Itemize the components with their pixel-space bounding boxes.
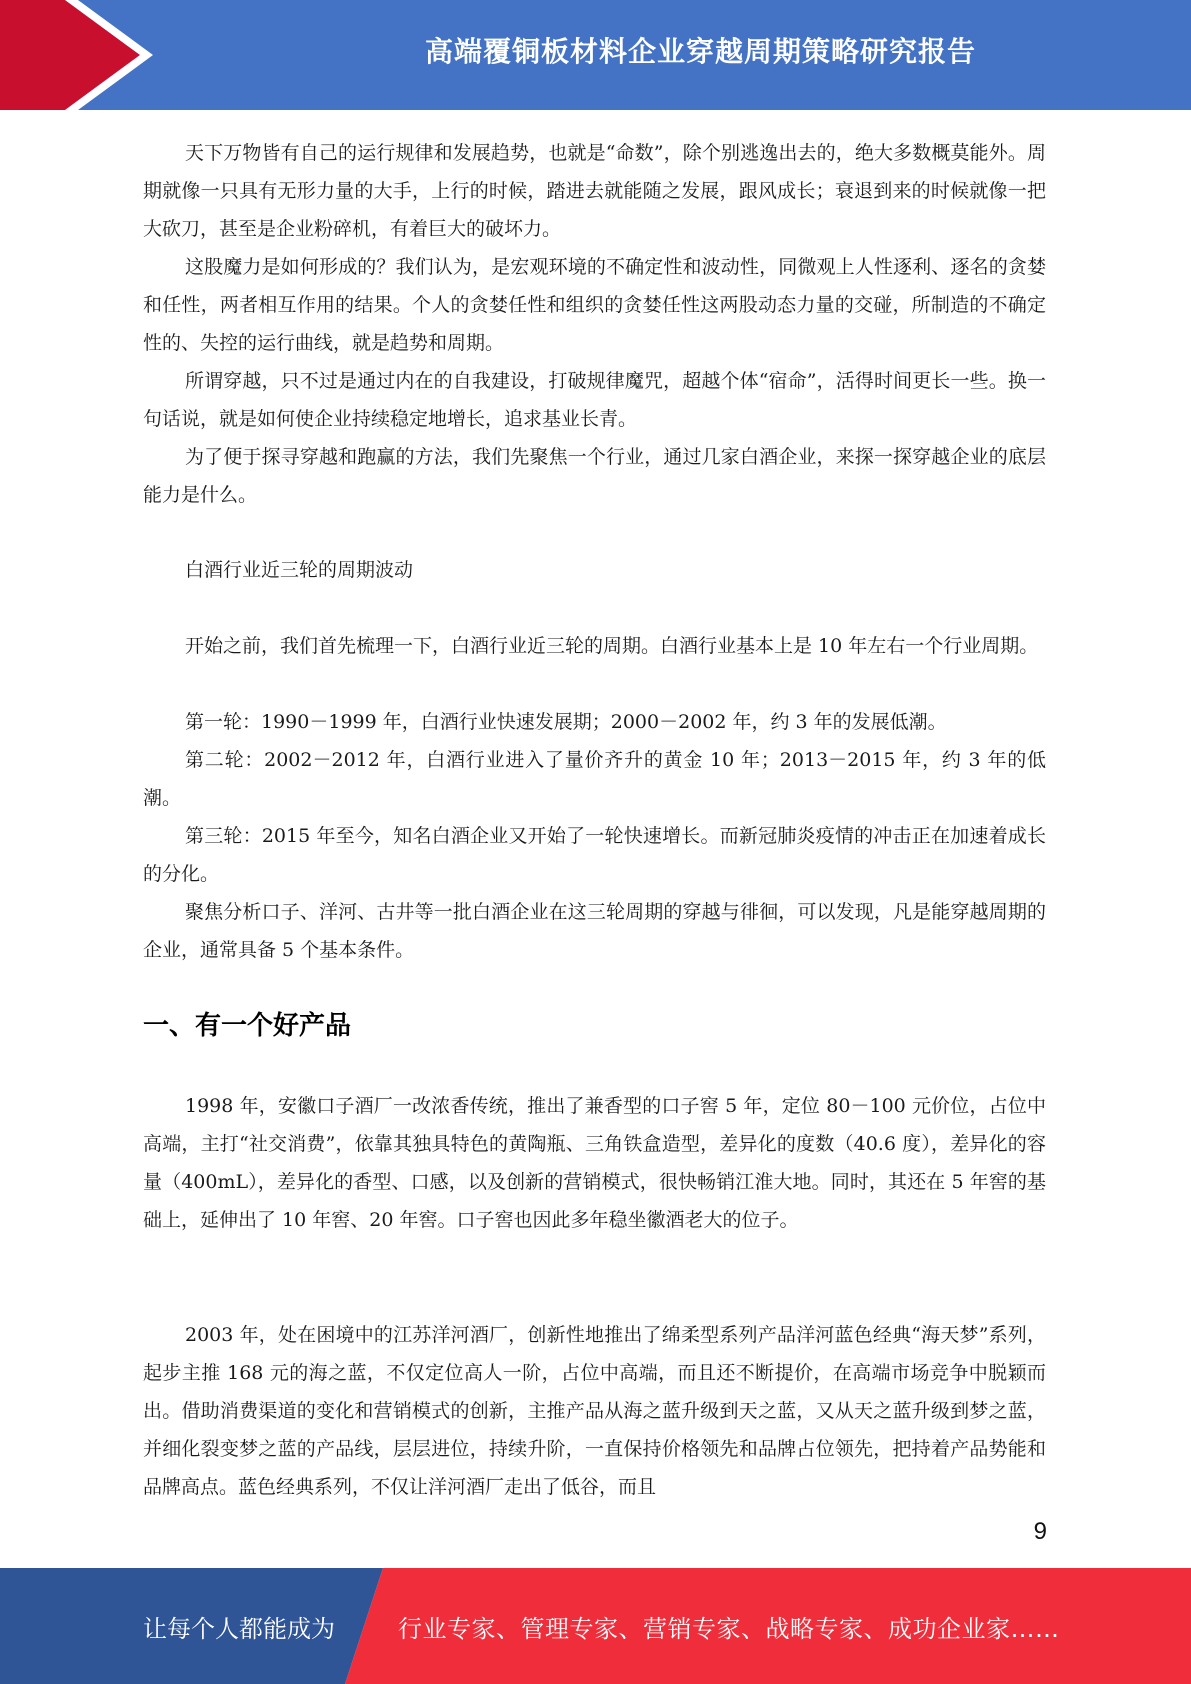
product-paragraph-1: 1998 年，安徽口子酒厂一改浓香传统，推出了兼香型的口子窖 5 年，定位 80－100 元价位，占位中高端，主打“社交消费”，依靠其独具特色的黄陶瓶、三角铁盒造型，差异化的度数（40.6 度），差异化的容量（400mL），差异化的香型、口感，以及创新的营销模式，很快畅销江淮大地。同时，其还在 5 年窖的基础上，延伸出了 10 年窖、20 年窖。口子窖也因此多年稳坐徽酒老大的位子。 [143, 1095, 1046, 1231]
header-band [0, 0, 1191, 110]
report-title: 高端覆铜板材料企业穿越周期策略研究报告 [424, 35, 976, 68]
intro-paragraph-1: 天下万物皆有自己的运行规律和发展趋势，也就是“命数”，除个别逃逸出去的，绝大多数概莫能外。周期就像一只具有无形力量的大手，上行的时候，踏进去就能随之发展，跟风成长；衰退到来的时候就像一把大砍刀，甚至是企业粉碎机，有着巨大的破坏力。 [143, 142, 1046, 240]
cycle-paragraph-4: 第三轮：2015 年至今，知名白酒企业又开始了一轮快速增长。而新冠肺炎疫情的冲击正在加速着成长的分化。 [143, 825, 1046, 885]
header-arrow-icon [0, 0, 160, 110]
footer-banner [0, 1568, 1191, 1684]
intro-paragraph-4: 为了便于探寻穿越和跑赢的方法，我们先聚焦一个行业，通过几家白酒企业，来探一探穿越企业的底层能力是什么。 [143, 446, 1046, 506]
footer-slogan-right: 行业专家、管理专家、营销专家、战略专家、成功企业家…… [398, 1615, 1060, 1643]
section-heading: 一、有一个好产品 [143, 1011, 352, 1041]
footer-slogan-left: 让每个人都能成为 [143, 1615, 335, 1643]
section-label: 白酒行业近三轮的周期波动 [185, 559, 414, 581]
cycle-paragraph-5: 聚焦分析口子、洋河、古井等一批白酒企业在这三轮周期的穿越与徘徊，可以发现，凡是能穿越周期的企业，通常具备 5 个基本条件。 [143, 901, 1046, 961]
product-paragraph-2: 2003 年，处在困境中的江苏洋河酒厂，创新性地推出了绵柔型系列产品洋河蓝色经典“海天梦”系列，起步主推 168 元的海之蓝，不仅定位高人一阶，占位中高端，而且还不断提价，在高端市场竞争中脱颖而出。借助消费渠道的变化和营销模式的创新，主推产品从海之蓝升级到天之蓝，又从天之蓝升级到梦之蓝，并细化裂变梦之蓝的产品线，层层进位，持续升阶，一直保持价格领先和品牌占位领先，把持着产品势能和品牌高点。蓝色经典系列，不仅让洋河酒厂走出了低谷，而且 [143, 1324, 1046, 1498]
cycle-paragraph-1: 开始之前，我们首先梳理一下，白酒行业近三轮的周期。白酒行业基本上是 10 年左右一个行业周期。 [185, 635, 1039, 657]
cycle-paragraph-3: 第二轮：2002－2012 年，白酒行业进入了量价齐升的黄金 10 年；2013－2015 年，约 3 年的低潮。 [143, 749, 1046, 809]
intro-paragraph-2: 这股魔力是如何形成的？我们认为，是宏观环境的不确定性和波动性，同微观上人性逐利、逐名的贪婪和任性，两者相互作用的结果。个人的贪婪任性和组织的贪婪任性这两股动态力量的交碰，所制造的不确定性的、失控的运行曲线，就是趋势和周期。 [143, 256, 1046, 354]
cycle-paragraph-2: 第一轮：1990－1999 年，白酒行业快速发展期；2000－2002 年，约 3 年的发展低潮。 [185, 711, 947, 733]
intro-paragraph-3: 所谓穿越，只不过是通过内在的自我建设，打破规律魔咒，超越个体“宿命”，活得时间更长一些。换一句话说，就是如何使企业持续稳定地增长，追求基业长青。 [143, 370, 1046, 430]
page-number: 9 [1033, 1518, 1047, 1545]
